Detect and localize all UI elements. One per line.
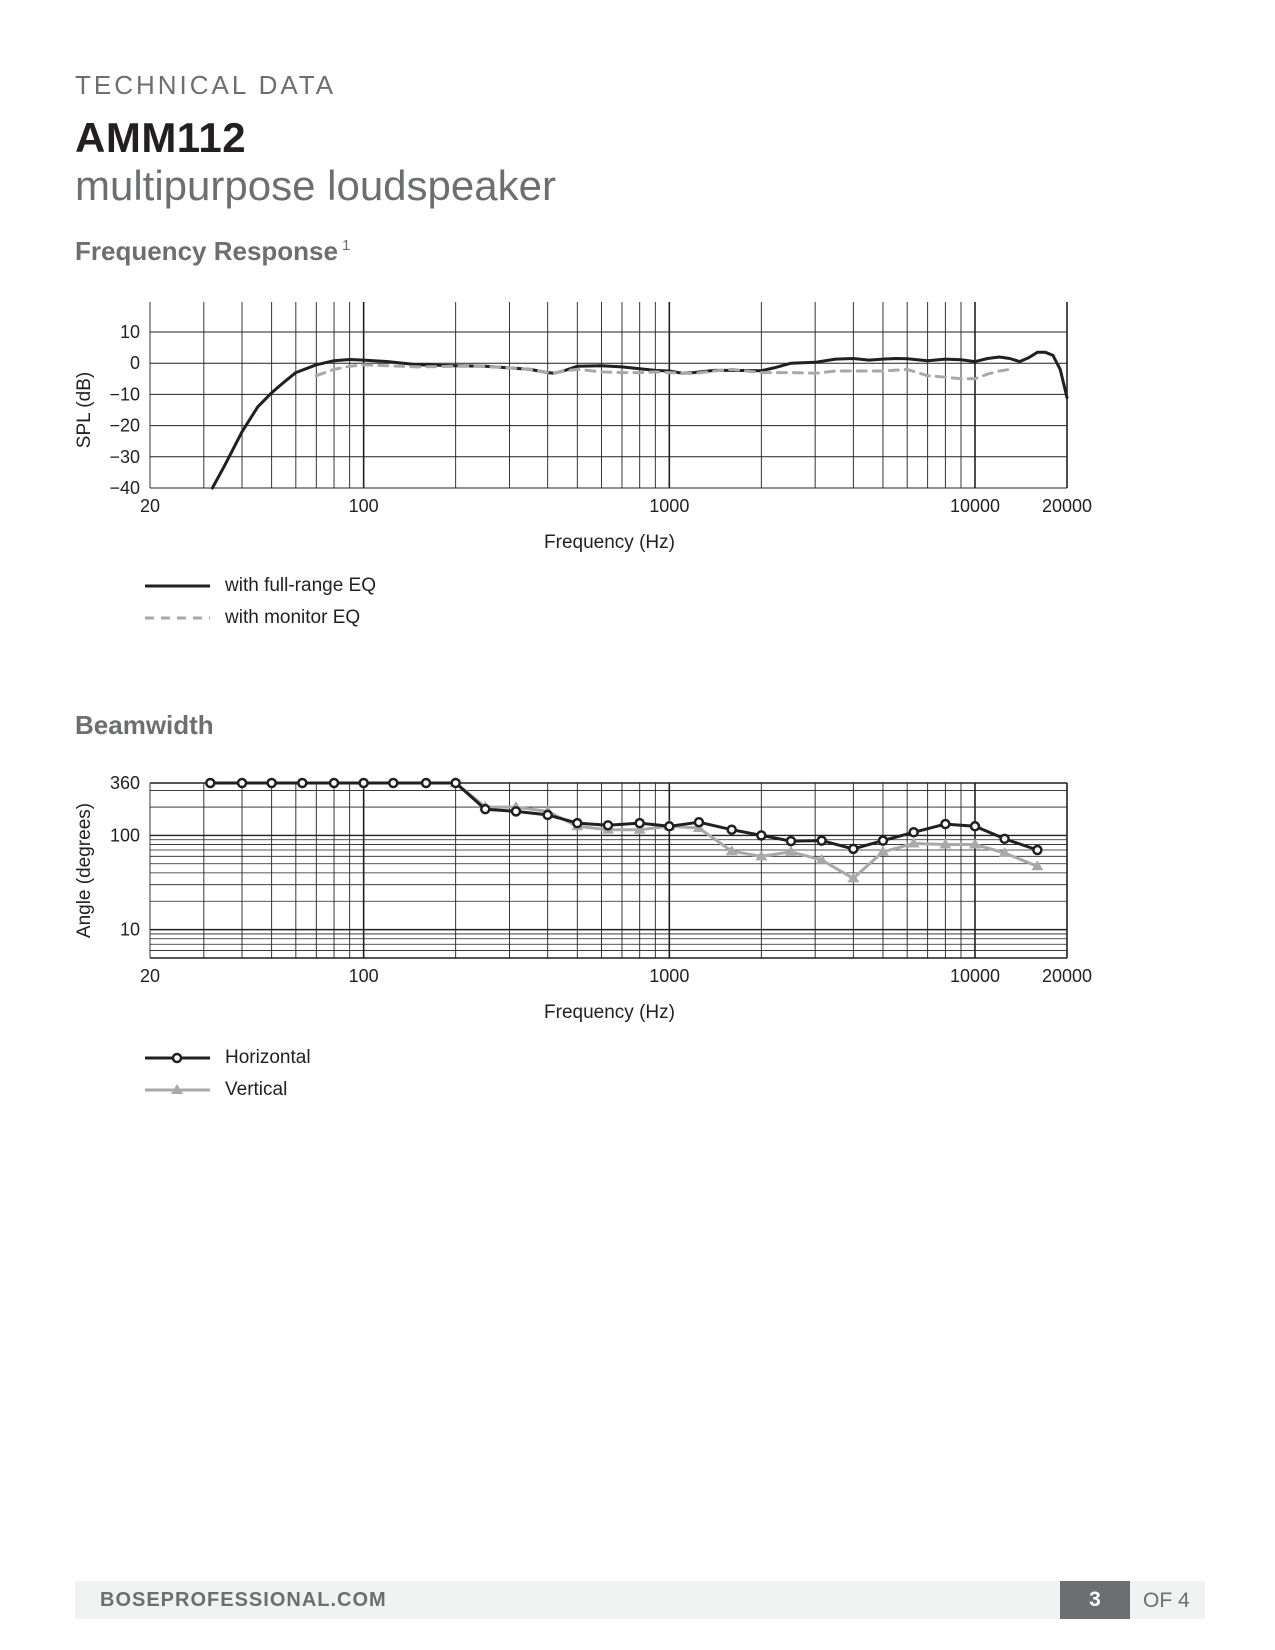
data-point xyxy=(604,821,612,829)
page-total: OF 4 xyxy=(1143,1589,1190,1612)
data-point xyxy=(422,779,430,787)
legend-label: with full-range EQ xyxy=(225,575,377,596)
x-axis-title: Frequency (Hz) xyxy=(544,1002,675,1023)
data-point xyxy=(757,831,765,839)
x-tick-label: 10000 xyxy=(949,496,1001,516)
beam-legend xyxy=(145,1042,311,1106)
x-axis-title: Frequency (Hz) xyxy=(544,532,675,553)
data-point xyxy=(941,820,949,828)
footer-website-link[interactable]: BOSEPROFESSIONAL.COM xyxy=(100,1589,387,1611)
data-point xyxy=(1033,846,1041,854)
page-number: 3 xyxy=(1060,1581,1130,1619)
freq-legend xyxy=(145,570,376,634)
data-point xyxy=(298,779,306,787)
freq-response-heading xyxy=(75,236,350,267)
y-tick-label: −30 xyxy=(109,446,140,467)
legend-triangle-line-icon xyxy=(145,1080,215,1100)
data-point xyxy=(879,837,887,845)
data-point xyxy=(785,846,797,856)
x-tick-label: 100 xyxy=(348,496,379,516)
freq-response-title: Frequency Response xyxy=(75,236,338,266)
x-tick-label: 20 xyxy=(139,496,161,516)
page-footer xyxy=(75,1581,1205,1619)
x-tick-label: 1000 xyxy=(649,966,690,986)
y-tick-label: 0 xyxy=(129,353,140,374)
frequency-response-chart xyxy=(0,290,1275,580)
beamwidth-title: Beamwidth xyxy=(75,710,214,740)
data-point xyxy=(512,807,520,815)
model-subtitle: multipurpose loudspeaker xyxy=(75,162,556,209)
x-tick-label: 1000 xyxy=(649,496,690,516)
data-point xyxy=(481,805,489,813)
data-point xyxy=(787,837,795,845)
y-tick-label: −10 xyxy=(109,384,140,405)
y-tick-label: 10 xyxy=(119,322,140,342)
data-point xyxy=(330,779,338,787)
data-point xyxy=(238,779,246,787)
x-tick-label: 20000 xyxy=(1041,496,1093,516)
data-point xyxy=(1001,835,1009,843)
model-title: AMM112 xyxy=(75,114,247,161)
beamwidth-chart xyxy=(0,770,1275,1060)
legend-item-vertical xyxy=(145,1074,311,1106)
legend-label: with monitor EQ xyxy=(225,607,361,628)
footnote-marker: 1 xyxy=(341,237,351,255)
data-point xyxy=(206,779,214,787)
legend-item-horizontal xyxy=(145,1042,311,1074)
data-point xyxy=(818,837,826,845)
data-point xyxy=(389,779,397,787)
x-tick-label: 100 xyxy=(348,966,379,986)
legend-solid-line-icon xyxy=(145,576,215,596)
data-point xyxy=(360,779,368,787)
eyebrow-label: TECHNICAL DATA xyxy=(75,70,337,100)
y-tick-label: 10 xyxy=(119,919,140,940)
data-point xyxy=(910,828,918,836)
legend-item-full-range xyxy=(145,570,376,602)
x-tick-label: 20000 xyxy=(1041,966,1093,986)
grid xyxy=(150,302,1067,488)
data-point xyxy=(695,818,703,826)
series-primary xyxy=(450,777,1044,882)
data-point xyxy=(268,779,276,787)
data-point xyxy=(971,822,979,830)
data-point xyxy=(636,819,644,827)
legend-label: Horizontal xyxy=(225,1047,311,1068)
legend-dashed-line-icon xyxy=(145,608,215,628)
y-axis-title: Angle (degrees) xyxy=(74,802,95,939)
y-tick-label: 360 xyxy=(109,773,140,793)
y-tick-label: 100 xyxy=(109,825,140,846)
legend-label: Vertical xyxy=(225,1079,288,1100)
x-tick-label: 10000 xyxy=(949,966,1001,986)
data-point xyxy=(849,845,857,853)
y-axis-title: SPL (dB) xyxy=(74,371,95,449)
data-point xyxy=(728,826,736,834)
y-tick-label: −40 xyxy=(109,478,140,498)
legend-item-monitor xyxy=(145,602,376,634)
x-tick-label: 20 xyxy=(139,966,161,986)
data-point xyxy=(665,822,673,830)
data-point xyxy=(544,811,552,819)
grid xyxy=(150,783,1067,958)
data-point xyxy=(452,779,460,787)
legend-circle-line-icon xyxy=(145,1048,215,1068)
y-tick-label: −20 xyxy=(109,415,140,436)
data-point xyxy=(573,819,581,827)
